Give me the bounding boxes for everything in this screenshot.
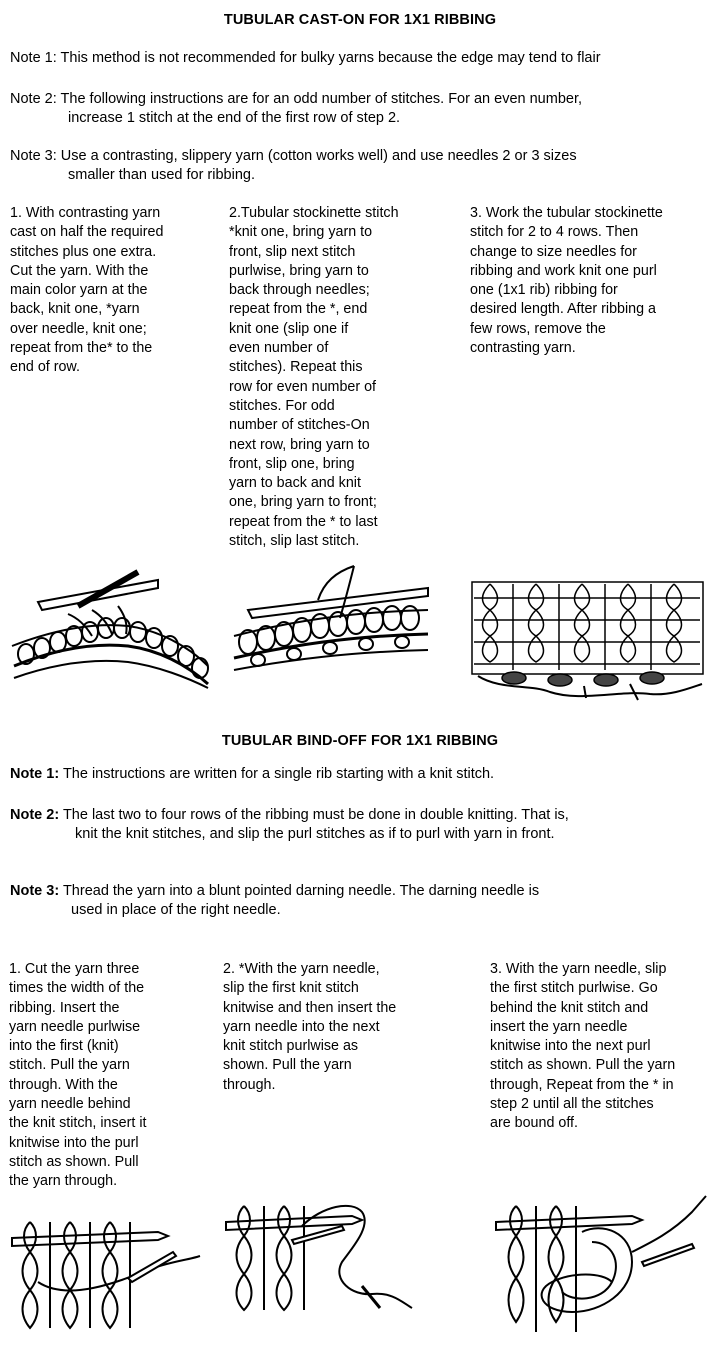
step-text-line: knit stitch purlwise as	[223, 1038, 359, 1055]
bind-off-note-1	[10, 765, 710, 784]
step-text-line: stitch for 2 to 4 rows. Then	[470, 224, 639, 241]
note-label: Note 2:	[10, 91, 57, 107]
step-text-line: stitch as shown. Pull the yarn	[490, 1057, 676, 1074]
bind-off-note-3	[10, 882, 710, 920]
step-text-line: stitches plus one extra.	[10, 243, 157, 260]
note-text-continued: smaller than used for ribbing.	[68, 167, 255, 183]
step-text-line: row for even number of	[229, 378, 377, 395]
note-label: Note 1:	[10, 766, 60, 782]
step-text-line: over needle, knit one;	[10, 320, 147, 337]
note-label: Note 2:	[10, 807, 60, 823]
step-text-line: knitwise and then insert the	[223, 999, 397, 1016]
step-text-line: through, Repeat from the * in	[490, 1076, 674, 1093]
step-text-line: yarn needle purlwise	[9, 1018, 141, 1035]
step-text-line: 1. With contrasting yarn	[10, 205, 161, 221]
step-text-line: next row, bring yarn to	[229, 436, 370, 453]
step-text-line: contrasting yarn.	[470, 340, 576, 357]
step-text-line: number of stitches-On	[229, 417, 370, 434]
step-text-line: 2. *With the yarn needle,	[223, 961, 380, 977]
cast-on-step-2	[229, 204, 444, 551]
step-text-line: are bound off.	[490, 1115, 578, 1132]
cast-on-note-3	[10, 147, 710, 185]
step-text-line: one, bring yarn to front;	[229, 494, 377, 511]
step-text-line: 3. Work the tubular stockinette	[470, 205, 663, 221]
cast-on-illustration-2	[228, 562, 433, 672]
step-text-line: the yarn through.	[9, 1173, 118, 1190]
step-text-line: into the first (knit)	[9, 1038, 119, 1055]
step-text-line: the knit stitch, insert it	[9, 1115, 147, 1132]
cast-on-illustration-3	[470, 580, 705, 702]
step-text-line: *knit one, bring yarn to	[229, 224, 373, 241]
step-text-line: one (1x1 rib) ribbing for	[470, 282, 618, 299]
step-text-line: Cut the yarn. With the	[10, 262, 149, 279]
step-text-line: back, knit one, *yarn	[10, 301, 140, 318]
step-text-line: repeat from the * to last	[229, 513, 378, 530]
note-text: Thread the yarn into a blunt pointed darning needle. The darning needle is	[62, 883, 540, 899]
step-text-line: the first stitch purlwise. Go	[490, 980, 658, 997]
step-text-line: step 2 until all the stitches	[490, 1096, 654, 1113]
step-text-line: stitch. Pull the yarn	[9, 1057, 130, 1074]
note-text-continued: increase 1 stitch at the end of the first row of step 2.	[68, 110, 401, 126]
step-text-line: yarn needle behind	[9, 1096, 131, 1113]
step-text-line: end of row.	[10, 359, 80, 376]
bind-off-illustration-3	[492, 1192, 714, 1337]
note-text: Use a contrasting, slippery yarn (cotton works well) and use needles 2 or 3 sizes	[60, 148, 577, 164]
step-text-line: 1. Cut the yarn three	[9, 961, 140, 977]
step-text-line: ribbing. Insert the	[9, 999, 120, 1016]
step-text-line: knit one (slip one if	[229, 320, 349, 337]
step-text-line: knitwise into the next purl	[490, 1038, 651, 1055]
bind-off-note-2	[10, 806, 710, 844]
step-text-line: change to size needles for	[470, 243, 637, 260]
step-text-line: front, slip one, bring	[229, 455, 355, 472]
bind-off-title: TUBULAR BIND-OFF FOR 1X1 RIBBING	[221, 733, 499, 749]
step-text-line: main color yarn at the	[10, 282, 148, 299]
note-text: The last two to four rows of the ribbing must be done in double knitting. That is,	[62, 807, 569, 823]
step-text-line: repeat from the* to the	[10, 340, 153, 357]
step-text-line: cast on half the required	[10, 224, 164, 241]
step-text-line: yarn needle into the next	[223, 1018, 380, 1035]
bind-off-step-3	[490, 960, 715, 1134]
step-text-line: times the width of the	[9, 980, 145, 997]
note-text: The following instructions are for an odd number of stitches. For an even number,	[60, 91, 583, 107]
step-text-line: ribbing and work knit one purl	[470, 262, 657, 279]
cast-on-step-3	[470, 204, 710, 358]
step-text-line: knitwise into the purl	[9, 1134, 139, 1151]
step-text-line: stitches. For odd	[229, 397, 335, 414]
note-label: Note 3:	[10, 883, 60, 899]
step-text-line: slip the first knit stitch	[223, 980, 359, 997]
step-text-line: stitch, slip last stitch.	[229, 533, 360, 550]
note-text: This method is not recommended for bulky yarns because the edge may tend to flair	[60, 50, 601, 66]
step-text-line: purlwise, bring yarn to	[229, 262, 369, 279]
note-text-continued: used in place of the right needle.	[71, 902, 281, 918]
step-text-line: even number of	[229, 340, 329, 357]
step-text-line: repeat from the *, end	[229, 301, 368, 318]
note-text-continued: knit the knit stitches, and slip the purl stitches as if to purl with yarn in front.	[75, 826, 555, 842]
step-text-line: front, slip next stitch	[229, 243, 356, 260]
note-label: Note 3:	[10, 148, 57, 164]
step-text-line: few rows, remove the	[470, 320, 606, 337]
cast-on-step-1	[10, 204, 215, 378]
cast-on-note-1	[10, 49, 710, 68]
step-text-line: desired length. After ribbing a	[470, 301, 656, 318]
step-text-line: back through needles;	[229, 282, 370, 299]
note-label: Note 1:	[10, 50, 57, 66]
bind-off-illustration-1	[8, 1212, 203, 1330]
bind-off-step-1	[9, 960, 209, 1192]
cast-on-note-2	[10, 90, 710, 128]
cast-on-title: TUBULAR CAST-ON FOR 1X1 RIBBING	[223, 12, 497, 28]
note-text: The instructions are written for a single rib starting with a knit stitch.	[62, 766, 495, 782]
step-text-line: behind the knit stitch and	[490, 999, 649, 1016]
step-text-line: through. With the	[9, 1076, 118, 1093]
step-text-line: through.	[223, 1076, 276, 1093]
step-text-line: 3. With the yarn needle, slip	[490, 961, 667, 977]
step-text-line: stitches). Repeat this	[229, 359, 363, 376]
step-text-line: shown. Pull the yarn	[223, 1057, 352, 1074]
cast-on-illustration-1	[8, 566, 213, 691]
step-text-line: stitch as shown. Pull	[9, 1153, 139, 1170]
step-text-line: insert the yarn needle	[490, 1018, 628, 1035]
bind-off-step-2	[223, 960, 438, 1095]
bind-off-illustration-2	[222, 1196, 432, 1312]
step-text-line: 2.Tubular stockinette stitch	[229, 205, 399, 221]
step-text-line: yarn to back and knit	[229, 475, 361, 492]
